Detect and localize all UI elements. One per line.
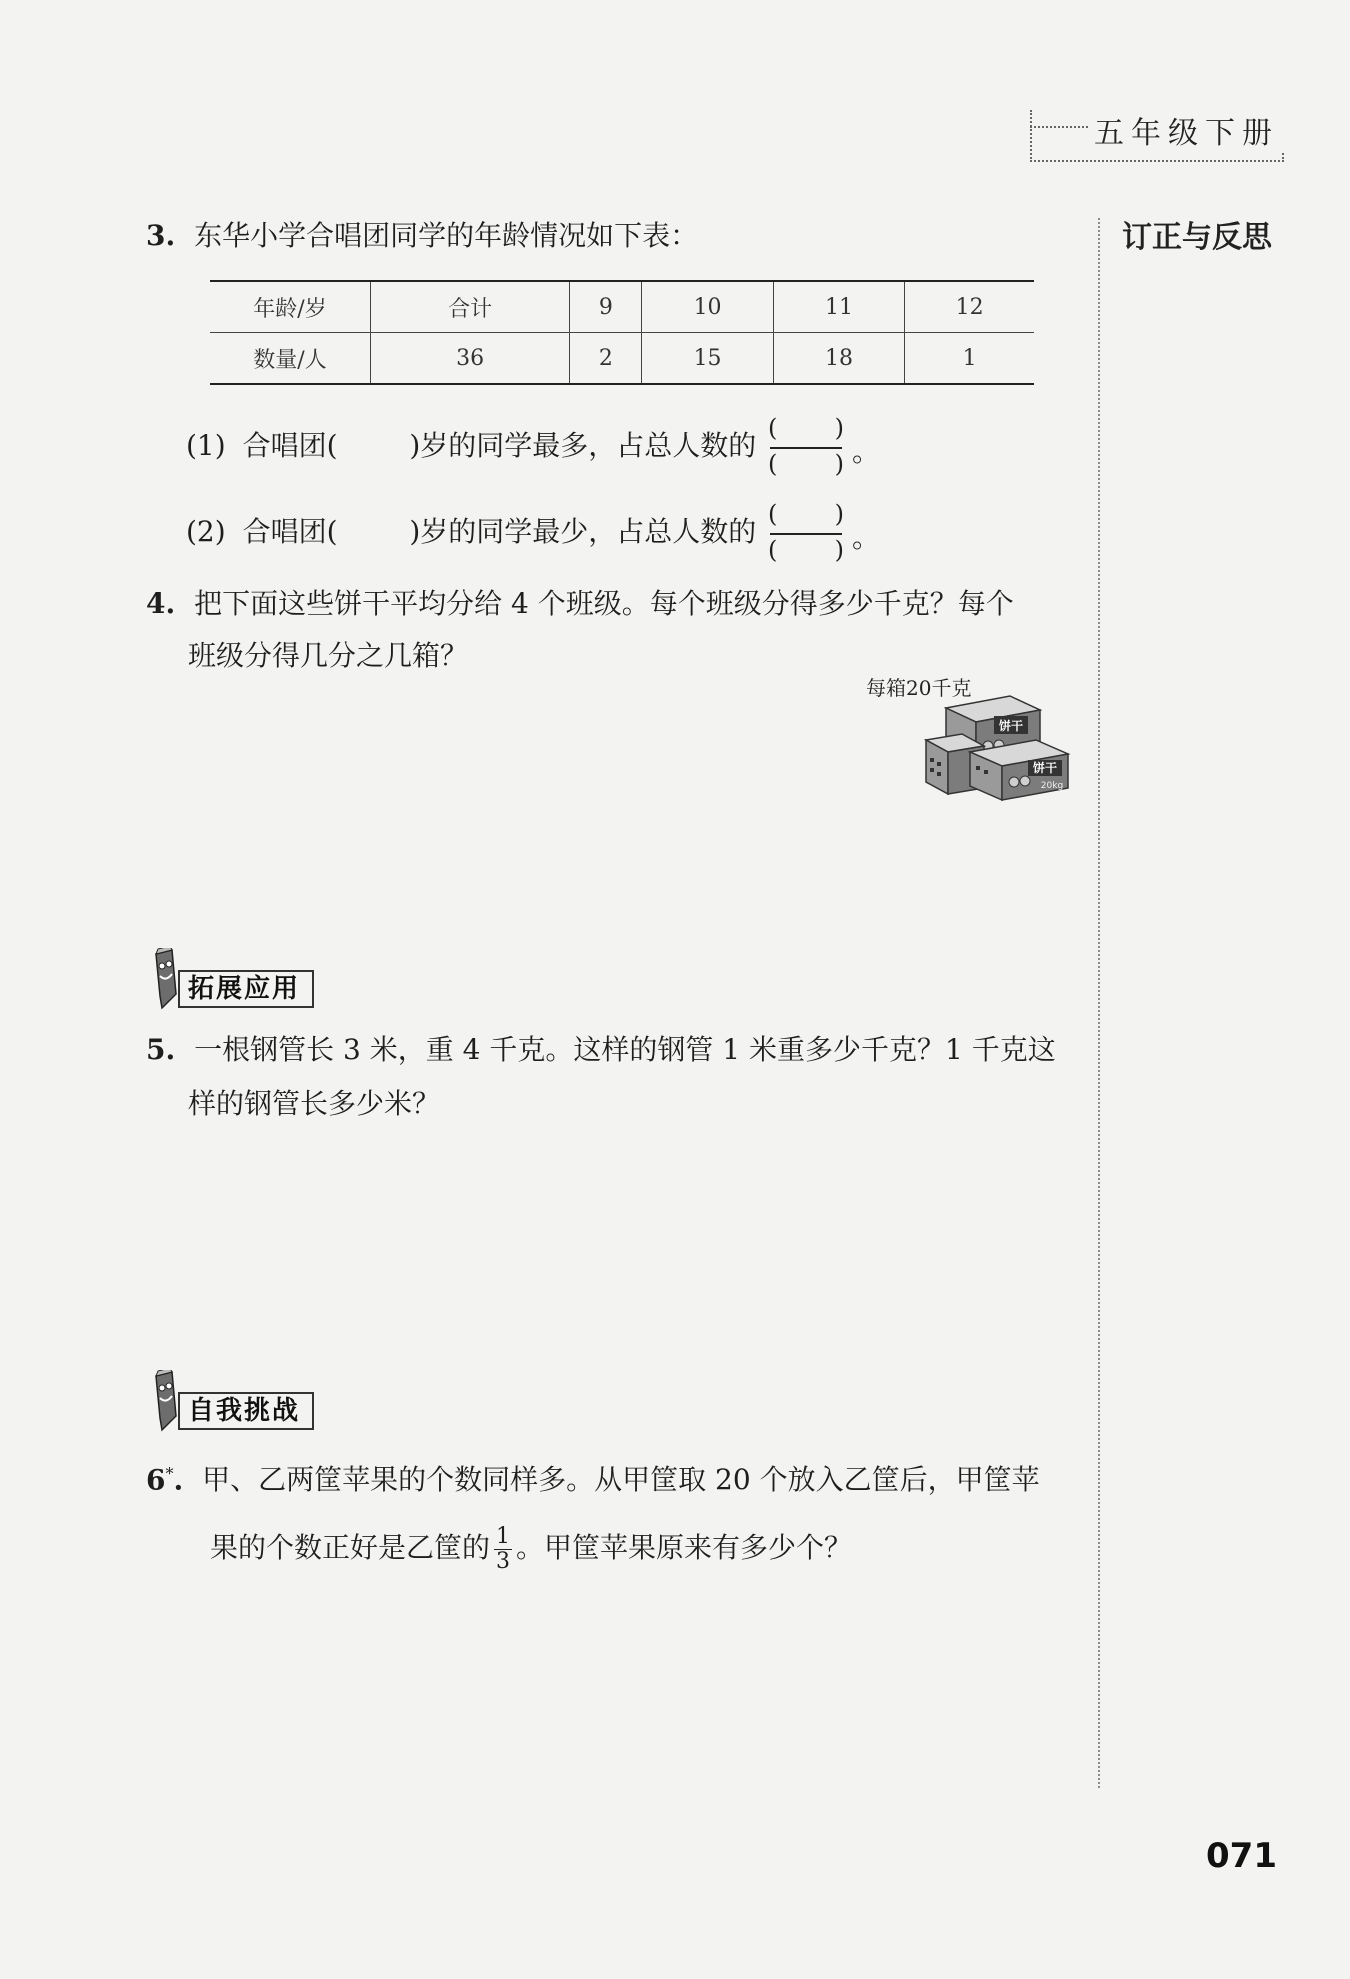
svg-text:饼干: 饼干 [1032, 761, 1058, 775]
biscuit-caption: 每箱20千克 [866, 676, 972, 700]
table-row [210, 333, 1034, 385]
part-2-text-a: 合唱团( [242, 515, 338, 548]
question-6-text-1: 甲、乙两筐苹果的个数同样多。从甲筐取 20 个放入乙筐后，甲筐苹 [202, 1463, 1040, 1497]
part-2-fraction-blank[interactable]: ( ) ( ) [768, 500, 844, 564]
question-4-text-1: 把下面这些饼干平均分给 4 个班级。每个班级分得多少千克？每个 [194, 587, 1014, 620]
correction-column-title: 订正与反思 [1122, 220, 1272, 255]
question-3-part-2 [186, 512, 756, 552]
part-2-prefix: (2) [186, 515, 226, 548]
svg-text:20kg: 20kg [1040, 781, 1064, 791]
table-cell: 1 [905, 333, 1034, 385]
part-2-end: 。 [852, 521, 881, 554]
part-2-text-b: )岁的同学最少，占总人数的 [409, 515, 757, 548]
question-6-star: * [165, 1464, 174, 1483]
table-cell: 合计 [371, 281, 570, 333]
table-cell: 11 [773, 281, 904, 333]
question-5-text-1: 一根钢管长 3 米，重 4 千克。这样的钢管 1 米重多少千克？1 千克这 [194, 1033, 1056, 1066]
question-4-number: 4. [146, 587, 176, 620]
question-6-text-2b: 。甲筐苹果原来有多少个？ [516, 1531, 853, 1564]
correction-column-divider [1098, 218, 1100, 1788]
table-cell: 12 [905, 281, 1034, 333]
part-1-end: 。 [852, 435, 881, 468]
one-third-fraction [494, 1525, 512, 1574]
page-number: 071 [1206, 1836, 1277, 1876]
table-cell: 15 [642, 333, 773, 385]
table-cell: 年龄/岁 [210, 281, 371, 333]
table-cell: 36 [371, 333, 570, 385]
question-6-number: 6 [146, 1463, 166, 1497]
table-row [210, 281, 1034, 333]
question-3-text: 东华小学合唱团同学的年龄情况如下表： [194, 219, 699, 252]
biscuit-boxes-illustration [924, 690, 1072, 802]
question-6-text-2a: 果的个数正好是乙筐的 [210, 1531, 491, 1564]
question-5-line-2: 样的钢管长多少米？ [188, 1087, 441, 1120]
question-4-line-2: 班级分得几分之几箱？ [188, 639, 469, 672]
table-cell: 2 [570, 333, 642, 385]
table-cell: 数量/人 [210, 333, 371, 385]
section-title-extension: 拓展应用 [188, 974, 301, 1004]
question-6-line-2 [210, 1520, 852, 1576]
svg-text:饼干: 饼干 [998, 719, 1024, 733]
table-cell: 10 [642, 281, 773, 333]
biscuit-box-icon [970, 740, 1068, 800]
part-1-text-a: 合唱团( [242, 429, 338, 462]
question-6-line-1 [146, 1454, 1040, 1500]
question-3-part-1 [186, 426, 756, 466]
table-cell: 9 [570, 281, 642, 333]
section-title-challenge: 自我挑战 [188, 1396, 301, 1426]
question-5-number: 5. [146, 1033, 176, 1066]
question-3-number: 3. [146, 219, 176, 252]
grade-label: 五年级下册 [1088, 108, 1294, 152]
question-4-line-1 [146, 584, 1014, 624]
question-6-dot: . [173, 1463, 184, 1497]
part-1-prefix: (1) [186, 429, 226, 462]
fraction-denominator: 3 [496, 1549, 511, 1574]
part-1-fraction-blank[interactable]: ( ) ( ) [768, 414, 844, 478]
section-badge-extension [150, 948, 320, 1008]
question-5-line-1 [146, 1030, 1056, 1070]
part-1-text-b: )岁的同学最多，占总人数的 [409, 429, 757, 462]
age-table [210, 280, 1034, 385]
table-cell: 18 [773, 333, 904, 385]
fraction-numerator: 1 [496, 1524, 511, 1549]
section-badge-challenge [150, 1370, 320, 1430]
question-3 [146, 216, 698, 256]
